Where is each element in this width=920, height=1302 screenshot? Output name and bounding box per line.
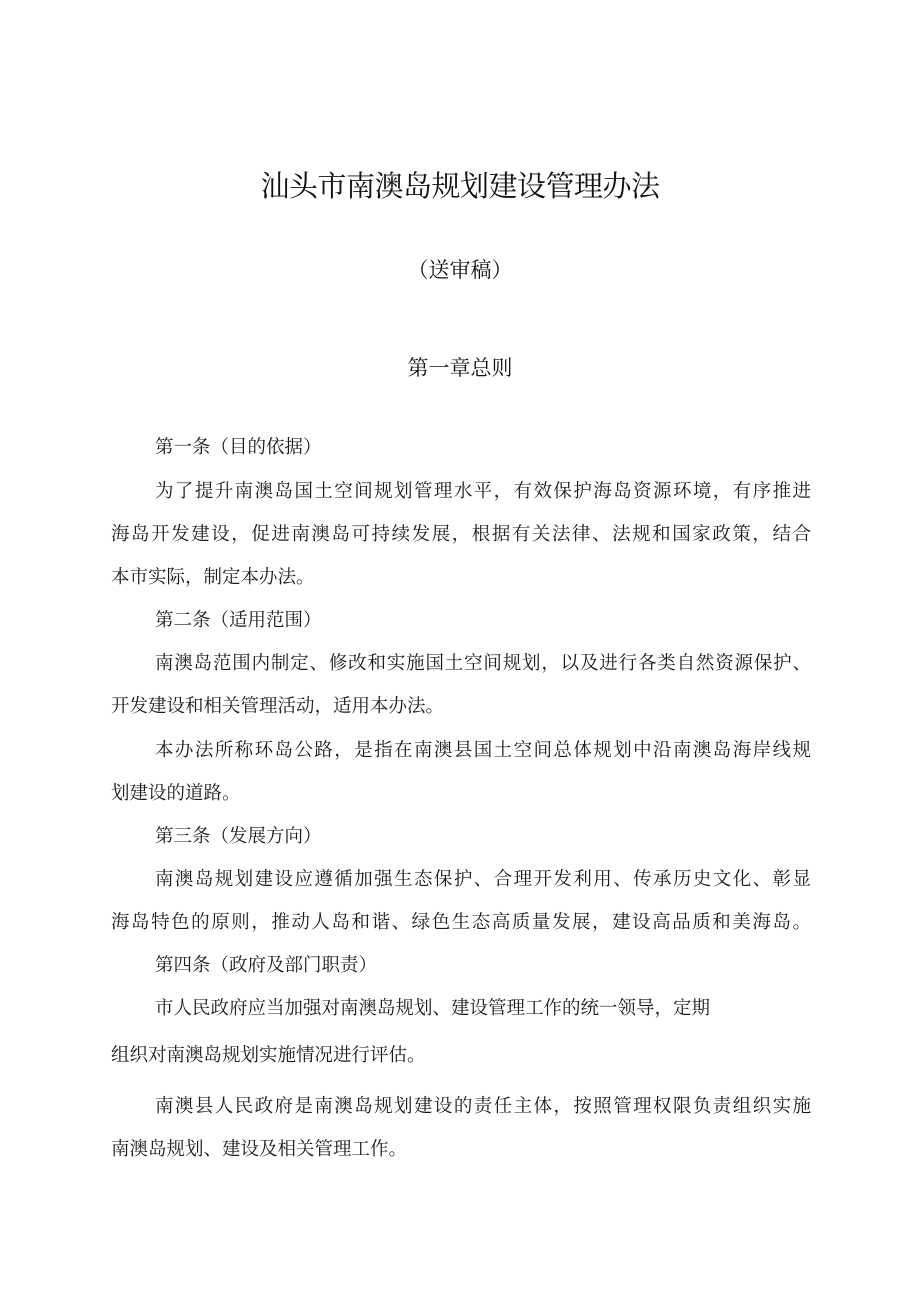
article-heading: 第四条（政府及部门职责） — [155, 955, 378, 976]
paragraph-line: 本市实际，制定本办法。 — [111, 567, 315, 588]
document-subtitle: （送审稿） — [407, 258, 513, 282]
paragraph-line: 划建设的道路。 — [111, 783, 241, 804]
paragraph-line: 南澳岛范围内制定、修改和实施国土空间规划，以及进行各类自然资源保护、 — [155, 653, 811, 674]
article-heading: 第三条（发展方向） — [155, 826, 322, 847]
document-title: 汕头市南澳岛规划建设管理办法 — [260, 169, 660, 203]
paragraph-line: 市人民政府应当加强对南澳岛规划、建设管理工作的统一领导，定期 — [155, 998, 711, 1019]
paragraph-line: 海岛特色的原则，推动人岛和谐、绿色生态高质量发展，建设高品质和美海岛。 — [111, 912, 811, 933]
article-heading: 第一条（目的依据） — [155, 437, 322, 458]
paragraph-line: 开发建设和相关管理活动，适用本办法。 — [111, 696, 445, 717]
paragraph-line: 本办法所称环岛公路，是指在南澳县国土空间总体规划中沿南澳岛海岸线规 — [155, 740, 811, 761]
paragraph-line: 海岛开发建设，促进南澳岛可持续发展，根据有关法律、法规和国家政策，结合 — [111, 524, 811, 545]
paragraph-line: 南澳岛规划、建设及相关管理工作。 — [111, 1139, 408, 1160]
paragraph-line: 为了提升南澳岛国土空间规划管理水平，有效保护海岛资源环境，有序推进 — [155, 481, 811, 502]
article-heading: 第二条（适用范围） — [155, 610, 322, 631]
paragraph-line: 组织对南澳岛规划实施情况进行评估。 — [111, 1045, 426, 1066]
paragraph-line: 南澳县人民政府是南澳岛规划建设的责任主体，按照管理权限负责组织实施 — [155, 1096, 811, 1117]
chapter-title: 第一章总则 — [407, 356, 513, 380]
paragraph-line: 南澳岛规划建设应遵循加强生态保护、合理开发利用、传承历史文化、彰显 — [155, 869, 811, 890]
